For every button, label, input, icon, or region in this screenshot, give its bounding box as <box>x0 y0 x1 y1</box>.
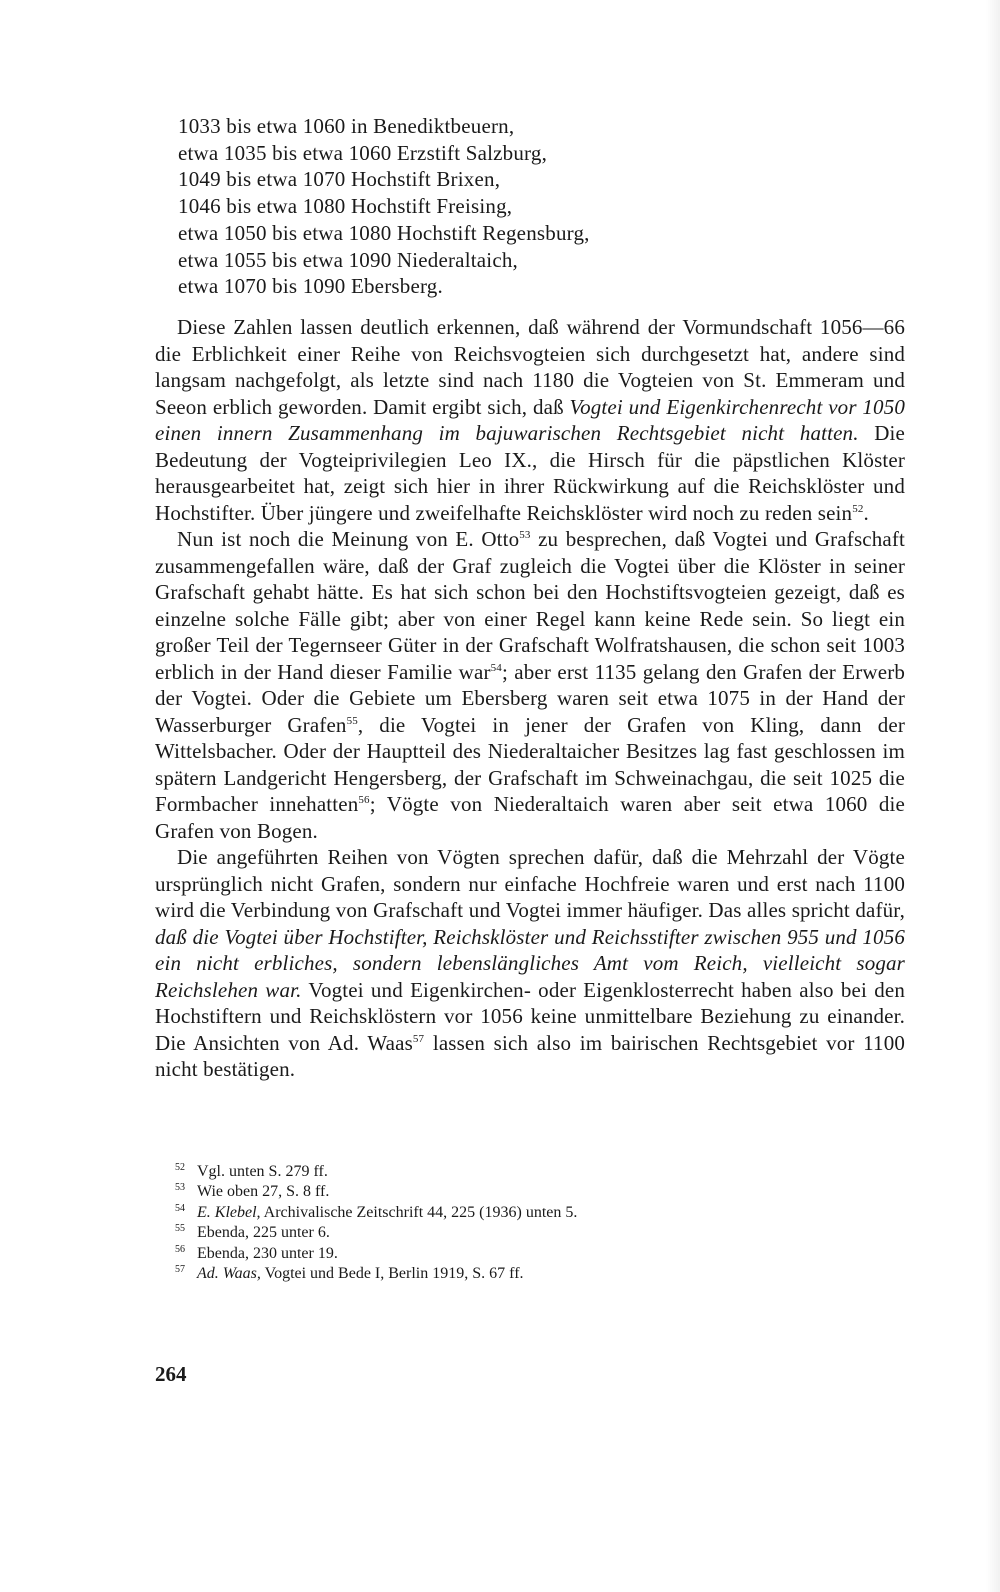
text-run: ; aber erst 1135 gelang den Grafen der Erwerb der Vogtei. Oder die Gebiete um Ebersberg waren seit etwa 1075 in der Hand der Wasserburger Grafen <box>155 659 906 737</box>
list-item: 1033 bis etwa 1060 in Benediktbeuern, <box>178 114 515 138</box>
text-run: Diese Zahlen lassen deutlich erkennen, daß während der Vormundschaft 1056—66 die Erblichkeit einer Reihe von Reichsvogteien sich durchgesetzt hat, andere sind langsam nachgefolgt, als letzte sind nach 1180 die Vogteien von St. Emmeram und Seeon erblich geworden. Damit ergibt sich, daß <box>155 315 905 419</box>
footnote-text: Ebenda, 225 unter 6. <box>197 1224 330 1242</box>
footnote-ref-52[interactable]: 52 <box>852 502 864 515</box>
footnotes <box>175 1162 815 1284</box>
list-item: 1049 bis etwa 1070 Hochstift Brixen, <box>178 167 501 192</box>
italic-emphasis: daß die Vogtei über Hochstifter, Reichsklöster und Reichsstifter zwischen 955 und 1056 ein nicht erbliches, sondern lebenslängliches Amt vom Reich, vielleicht sogar Reichslehen war. <box>155 924 905 1002</box>
footnote-ref-57[interactable]: 57 <box>412 1032 425 1045</box>
footnote-author: E. Klebel, <box>197 1203 261 1221</box>
footnote-55: 55 Ebenda, 225 unter 6. <box>175 1223 330 1242</box>
footnote-53: 53 Wie oben 27, S. 8 ff. <box>175 1182 330 1201</box>
footnote-text: Vogtei und Bede I, Berlin 1919, S. 67 ff. <box>260 1265 524 1283</box>
list-item: 1046 bis etwa 1080 Hochstift Freising, <box>178 194 513 219</box>
footnote-52: 52 Vgl. unten S. 279 ff. <box>175 1162 328 1180</box>
footnote-text: Vgl. unten S. 279 ff. <box>197 1163 328 1180</box>
text-run: zu besprechen, daß Vogtei und Grafschaft zusammengefallen wäre, daß der Graf zugleich die Vogtei über die Klöster in seiner Grafschaft gehabt hätte. Es hat sich schon bei den Hochstiftsvogteien gezeigt, daß es einzelne solche Fälle gibt; aber von einer Regel kann keine Rede sein. So liegt ein großer Teil der Tegernseer Güter in der Grafschaft Wolfratshausen, die schon seit 1003 erblich in der Hand dieser Familie war <box>155 527 905 684</box>
footnote-author: Ad. Waas, <box>197 1265 261 1283</box>
text-run: Vogtei und Eigenkirchen- oder Eigenklosterrecht haben also bei den Hochstiftern und Reichsklöstern vor 1056 keine unmittelbare Beziehung zu einander. Die Ansichten von Ad. Waas <box>155 977 905 1055</box>
footnote-57: 57 Ad. Waas, Vogtei und Bede I, Berlin 1919, S. 67 ff. <box>175 1264 524 1283</box>
text-run: . <box>863 500 869 525</box>
bailiwick-date-list <box>178 113 778 300</box>
text-run: lassen sich also im bairischen Rechtsgebiet vor 1100 nicht bestätigen. <box>155 1030 905 1081</box>
paragraph-3 <box>155 844 905 1083</box>
page-number: 264 <box>155 1362 187 1386</box>
list-item: etwa 1070 bis 1090 Ebersberg. <box>178 274 443 299</box>
list-item: etwa 1050 bis etwa 1080 Hochstift Regensburg, <box>178 220 590 245</box>
text-run: Die angeführten Reihen von Vögten sprechen dafür, daß die Mehrzahl der Vögte ursprünglich nicht Grafen, sondern nur einfache Hochfreie waren und erst nach 1100 wird die Verbindung von Grafschaft und Vogtei immer häufiger. Das alles spricht dafür, <box>155 845 905 922</box>
text-run: , die Vogtei in jener der Grafen von Kling, dann der Wittelsbacher. Oder der Hauptteil des Niederaltaicher Besitzes lag fast geschlossen im spätern Landgericht Hengersberg, der Grafschaft im Schweinachgau, die seit 1025 die Formbacher innehatten <box>155 712 905 816</box>
text-run: Die Bedeutung der Vogteiprivilegien Leo IX., die Hirsch für die päpstlichen Klöster herausgearbeitet hat, zeigt sich hier in ihrer Rückwirkung auf die Reichsklöster und Hochstifter. Über jüngere und zweifelhafte Reichsklöster wird noch zu reden sein <box>155 421 905 525</box>
footnote-ref-56[interactable]: 56 <box>358 794 370 806</box>
footnote-56: 56 Ebenda, 230 unter 19. <box>175 1243 338 1262</box>
footnote-ref-55[interactable]: 55 <box>346 714 358 727</box>
list-item: etwa 1035 bis etwa 1060 Erzstift Salzburg, <box>178 140 548 165</box>
footnote-ref-53[interactable]: 53 <box>519 529 531 541</box>
footnote-ref-54[interactable]: 54 <box>490 661 502 674</box>
footnote-text: Archivalische Zeitschrift 44, 225 (1936) unten 5. <box>260 1203 578 1221</box>
footnote-text: Wie oben 27, S. 8 ff. <box>197 1183 330 1201</box>
text-run: ; Vögte von Niederaltaich waren aber seit etwa 1060 die Grafen von Bogen. <box>155 792 905 843</box>
body-text <box>155 314 905 1083</box>
footnote-text: Ebenda, 230 unter 19. <box>197 1244 338 1262</box>
paragraph-1 <box>155 314 905 526</box>
text-run: Nun ist noch die Meinung von E. Otto <box>177 527 520 551</box>
italic-emphasis: Vogtei und Eigenkirchenrecht vor 1050 einen innern Zusammenhang im bajuwarischen Rechtsgebiet nicht hatten. <box>155 394 905 445</box>
page-edge-shadow <box>986 0 1000 1592</box>
footnote-54: 54 E. Klebel, Archivalische Zeitschrift 44, 225 (1936) unten 5. <box>175 1202 578 1221</box>
paragraph-2 <box>155 526 905 844</box>
list-item: etwa 1055 bis etwa 1090 Niederaltaich, <box>178 247 518 272</box>
